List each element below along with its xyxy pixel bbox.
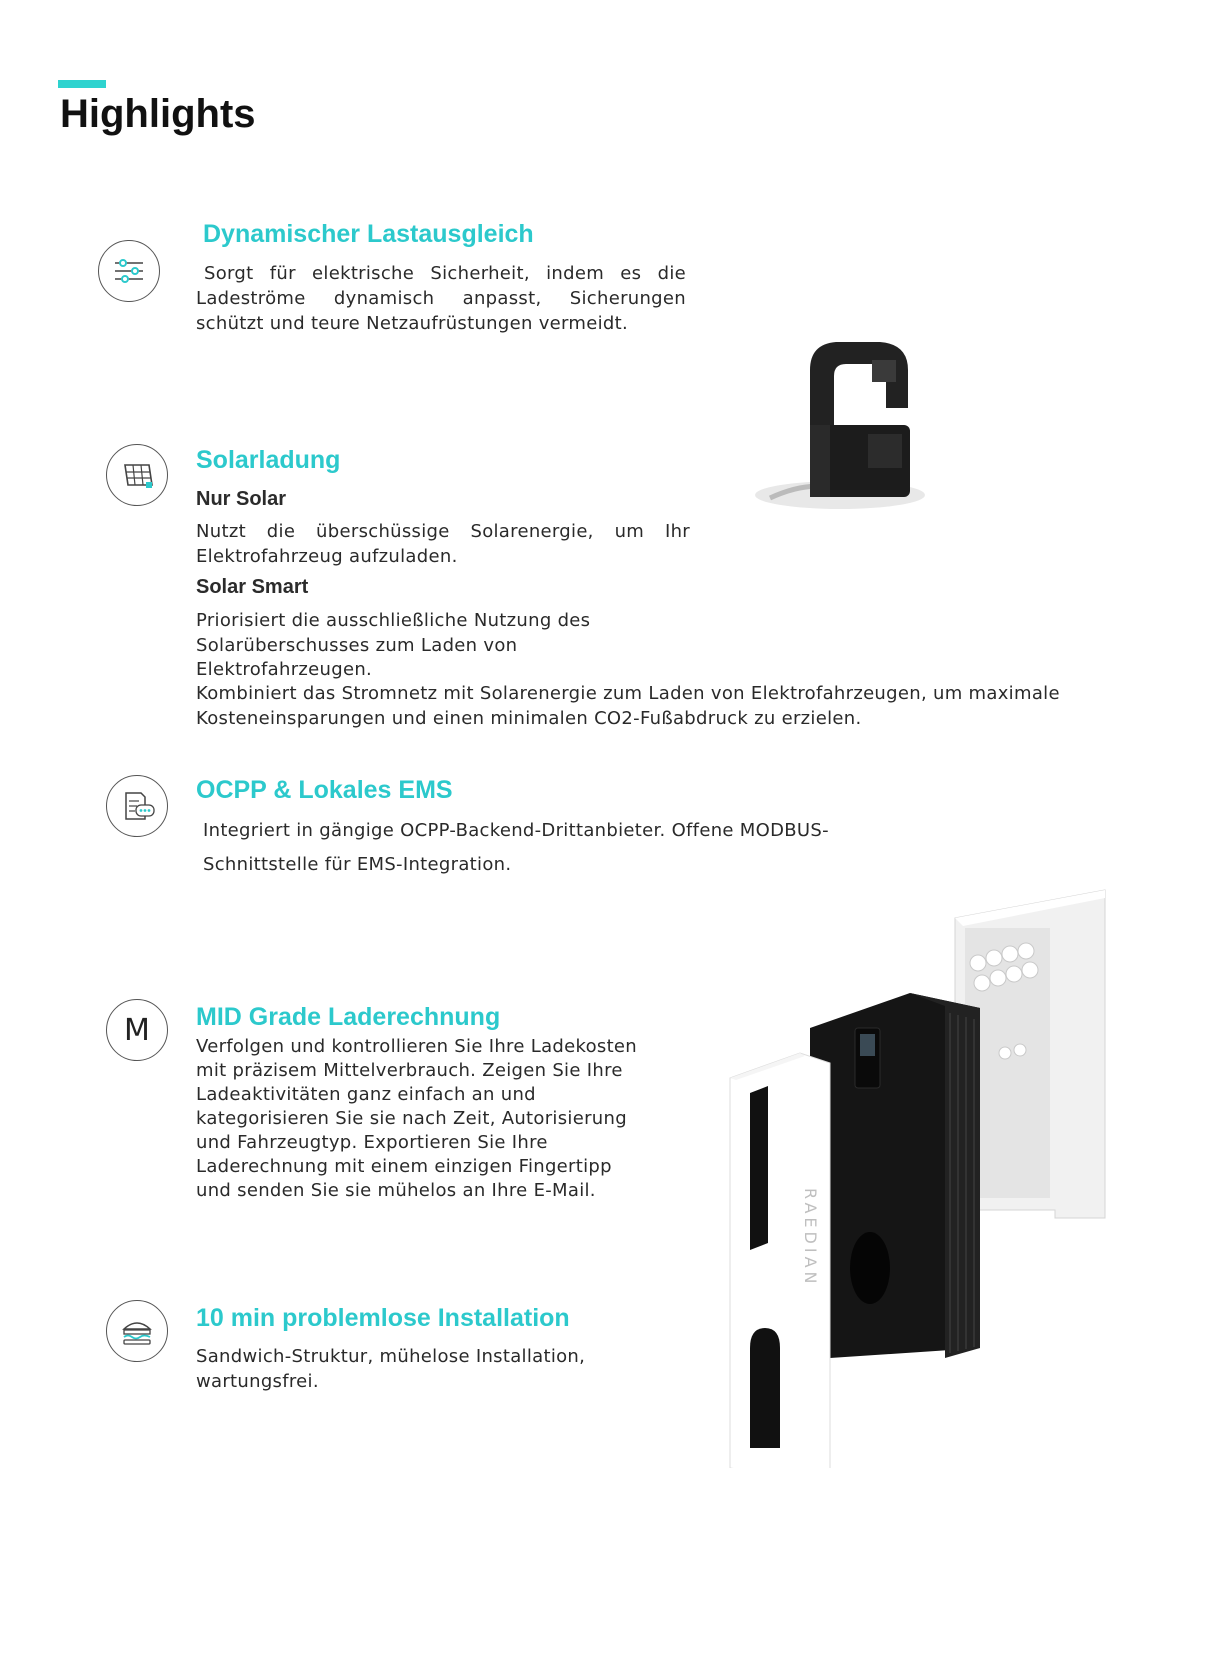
body-solar-smart-line: Priorisiert die ausschließliche Nutzung des — [196, 610, 591, 631]
document-chat-icon — [117, 786, 157, 826]
body-ocpp-line: Integriert in gängige OCPP-Backend-Drittanbieter. Offene MODBUS- — [203, 820, 829, 841]
body-ocpp-line: Schnittstelle für EMS-Integration. — [203, 854, 512, 875]
brand-logo-text: RAEDIAN — [801, 1188, 820, 1288]
sliders-icon — [109, 251, 149, 291]
subheading-solar-only: Nur Solar — [196, 488, 287, 510]
body-solar-smart-line: Kosteneinsparungen und einen minimalen CO2-Fußabdruck zu erzielen. — [196, 708, 862, 729]
body-solar-smart-line: Kombiniert das Stromnetz mit Solarenergie zum Laden von Elektrofahrzeugen, um maximale — [196, 683, 1060, 704]
section-heading-ocpp: OCPP & Lokales EMS — [196, 776, 453, 804]
section-icon-wrapper — [106, 1300, 168, 1362]
meter-m-icon: M — [124, 1012, 150, 1048]
body-solar-smart-line: Elektrofahrzeugen. — [196, 659, 373, 680]
section-body-load-balancing: Sorgt für elektrische Sicherheit, indem es die Ladeströme dynamisch anpasst, Sicherungen schützt und teure Netzaufrüstungen vermeidt. — [196, 263, 686, 334]
body-mid-line: Ladeaktivitäten ganz einfach an und — [196, 1084, 536, 1105]
body-mid-line: Verfolgen und kontrollieren Sie Ihre Ladekosten — [196, 1036, 638, 1057]
charger-exploded-image — [710, 888, 1110, 1468]
body-mid-line: und Fahrzeugtyp. Exportieren Sie Ihre — [196, 1132, 548, 1153]
body-mid-line: kategorisieren Sie sie nach Zeit, Autorisierung — [196, 1108, 627, 1129]
section-icon-wrapper — [98, 240, 160, 302]
section-heading-mid: MID Grade Laderechnung — [196, 1003, 501, 1031]
section-body-installation: Sandwich-Struktur, mühelose Installation, wartungsfrei. — [196, 1346, 586, 1392]
title-accent-bar — [58, 80, 106, 88]
body-solar-smart-line: Solarüberschusses zum Laden von — [196, 635, 518, 656]
section-heading-solar: Solarladung — [196, 446, 341, 474]
section-heading-load-balancing: Dynamischer Lastausgleich — [203, 220, 534, 248]
section-icon-wrapper — [106, 444, 168, 506]
body-mid-line: und senden Sie sie mühelos an Ihre E-Mail. — [196, 1180, 596, 1201]
section-heading-installation: 10 min problemlose Installation — [196, 1304, 570, 1332]
body-mid-line: mit präzisem Mittelverbrauch. Zeigen Sie Ihre — [196, 1060, 623, 1081]
solar-panel-icon — [117, 455, 157, 495]
subheading-solar-smart: Solar Smart — [196, 576, 309, 598]
body-solar-only: Nutzt die überschüssige Solarenergie, um Ihr Elektrofahrzeug aufzuladen. — [196, 521, 690, 567]
page-title: Highlights — [60, 92, 256, 136]
section-icon-wrapper — [106, 775, 168, 837]
section-icon-wrapper — [106, 999, 168, 1061]
ct-clamp-image — [740, 330, 940, 520]
body-mid-line: Laderechnung mit einem einzigen Fingertipp — [196, 1156, 612, 1177]
sandwich-layers-icon — [117, 1311, 157, 1351]
